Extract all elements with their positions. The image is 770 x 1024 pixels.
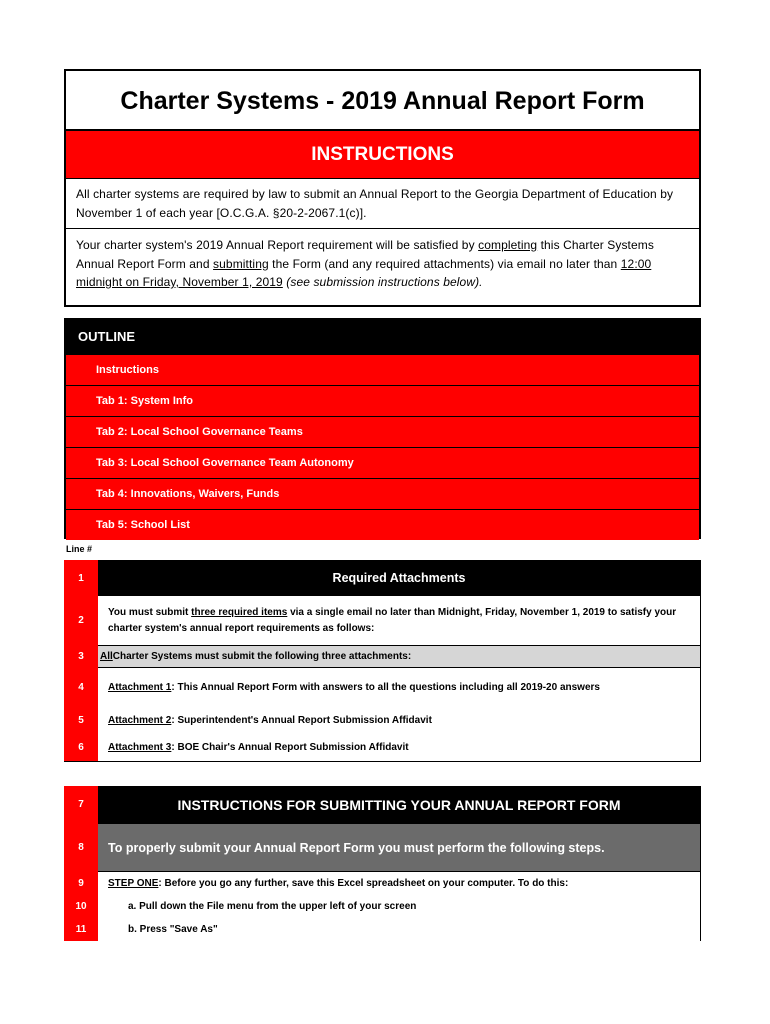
step-one-substep-a: a. Pull down the File menu from the upper left of your screen xyxy=(98,895,701,917)
para2-text-1: Your charter system's 2019 Annual Report requirement will be satisfied by xyxy=(76,238,479,252)
line-number: 7 xyxy=(64,786,98,823)
outline-panel xyxy=(64,318,701,539)
row2-text-1: You must submit xyxy=(108,606,192,618)
line-number: 4 xyxy=(64,668,98,706)
table-row xyxy=(64,734,701,761)
attachment-2-text xyxy=(98,706,701,734)
para2-text-3: the Form (and any required attachments) via email no later than xyxy=(268,256,621,271)
table-row xyxy=(64,706,701,734)
outline-link-instructions[interactable]: Instructions xyxy=(66,355,699,385)
outline-header: OUTLINE xyxy=(66,320,699,354)
row2-underline: three required items xyxy=(191,606,288,618)
step-one-substep-b: b. Press "Save As" xyxy=(98,917,701,941)
title-block xyxy=(64,69,701,307)
submission-instructions-section xyxy=(64,786,701,941)
line-number: 3 xyxy=(64,645,98,668)
table-row xyxy=(64,560,701,596)
line-number: 9 xyxy=(64,871,98,895)
table-row xyxy=(64,895,701,917)
instructions-paragraph-2 xyxy=(66,229,699,298)
outline-link-tab-1[interactable]: Tab 1: System Info xyxy=(66,386,699,416)
para2-italic-note: (see submission instructions below). xyxy=(286,275,483,289)
line-number: 1 xyxy=(64,560,98,596)
table-row xyxy=(64,917,701,941)
step-one-desc: : Before you go any further, save this Excel spreadsheet on your computer. To do this: xyxy=(158,878,569,889)
attachment-2-desc: : Superintendent's Annual Report Submission Affidavit xyxy=(171,714,432,726)
row2-text-2: via a single email no later than Midnight, Friday, November 1, 2019 to satisfy your charter system's annual report requirements as follows: xyxy=(108,606,677,634)
attachment-1-desc: : This Annual Report Form with answers to all the questions including all 2019-20 answers xyxy=(171,681,600,693)
form-title: Charter Systems - 2019 Annual Report Form xyxy=(66,71,699,131)
line-number: 5 xyxy=(64,706,98,734)
row3-underline: All xyxy=(100,651,113,662)
table-row xyxy=(64,871,701,895)
para2-underline-completing: completing xyxy=(478,238,538,252)
line-number-label: Line # xyxy=(66,544,93,554)
line-number: 11 xyxy=(64,917,98,941)
outline-link-tab-3[interactable]: Tab 3: Local School Governance Team Autonomy xyxy=(66,448,699,478)
attachment-1-text xyxy=(98,668,701,706)
instructions-paragraph-1: All charter systems are required by law to submit an Annual Report to the Georgia Department of Education by November 1 of each year [O.C.G.A. §20-2-2067.1(c)]. xyxy=(66,179,699,229)
attachment-3-desc: : BOE Chair's Annual Report Submission Affidavit xyxy=(171,742,409,753)
step-one-label: STEP ONE xyxy=(108,878,159,889)
attachment-3-text xyxy=(98,734,701,761)
outline-link-tab-5[interactable]: Tab 5: School List xyxy=(66,510,699,540)
table-row xyxy=(64,823,701,871)
outline-link-tab-4[interactable]: Tab 4: Innovations, Waivers, Funds xyxy=(66,479,699,509)
attachment-2-label: Attachment 2 xyxy=(108,714,172,726)
row3-text: Charter Systems must submit the following three attachments: xyxy=(112,651,412,662)
table-row xyxy=(64,668,701,706)
step-one-text xyxy=(98,871,701,895)
attachment-3-label: Attachment 3 xyxy=(108,742,172,753)
line-number: 6 xyxy=(64,734,98,761)
table-row xyxy=(64,786,701,823)
table-row xyxy=(64,596,701,645)
para2-underline-submitting: submitting xyxy=(213,256,269,271)
all-systems-note xyxy=(98,645,701,668)
required-attachments-header: Required Attachments xyxy=(98,560,701,596)
required-attachments-section xyxy=(64,560,701,762)
instructions-header: INSTRUCTIONS xyxy=(66,131,699,179)
para2-underline-deadline: 12:00 midnight on Friday, November 1, 2019 xyxy=(76,256,652,289)
line-number: 2 xyxy=(64,596,98,645)
table-row xyxy=(64,645,701,668)
submission-requirement-text xyxy=(98,596,701,645)
submission-instructions-header: INSTRUCTIONS FOR SUBMITTING YOUR ANNUAL REPORT FORM xyxy=(98,786,701,823)
line-number: 10 xyxy=(64,895,98,917)
para2-text-2: this Charter Systems Annual Report Form and xyxy=(76,238,654,271)
submission-steps-intro: To properly submit your Annual Report Form you must perform the following steps. xyxy=(98,823,701,871)
attachment-1-label: Attachment 1 xyxy=(108,681,172,693)
line-number: 8 xyxy=(64,823,98,871)
outline-link-tab-2[interactable]: Tab 2: Local School Governance Teams xyxy=(66,417,699,447)
